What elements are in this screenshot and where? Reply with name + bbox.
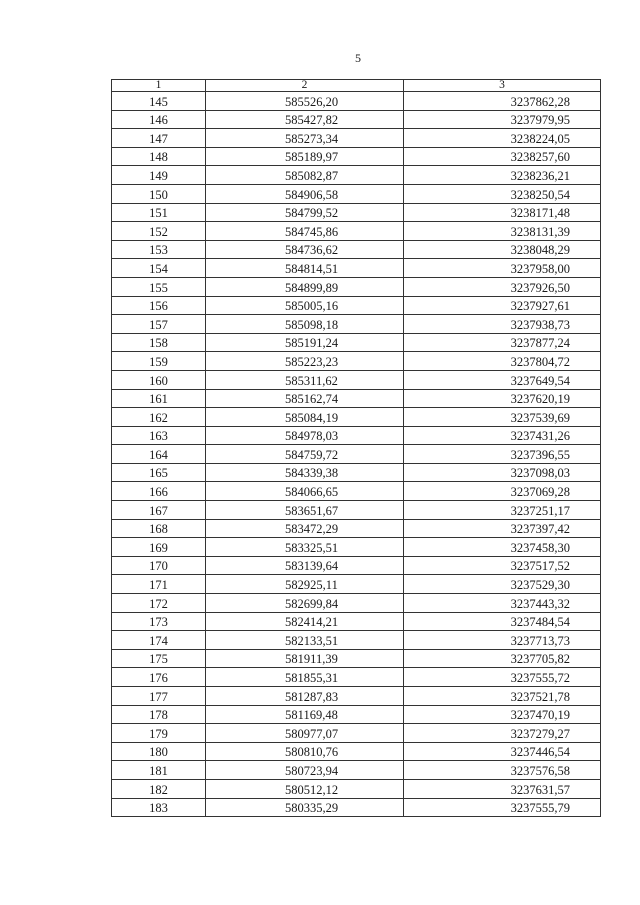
y-coordinate-cell: 3237098,03 <box>404 463 601 482</box>
x-coordinate-cell: 585162,74 <box>206 389 404 408</box>
table-row <box>112 92 601 111</box>
point-number-cell: 169 <box>112 538 206 557</box>
x-coordinate-cell: 583472,29 <box>206 519 404 538</box>
point-number-cell: 179 <box>112 724 206 743</box>
x-coordinate-cell: 583139,64 <box>206 556 404 575</box>
x-coordinate-cell: 581169,48 <box>206 705 404 724</box>
point-number-cell: 165 <box>112 463 206 482</box>
table-row <box>112 742 601 761</box>
x-coordinate-cell: 585526,20 <box>206 92 404 111</box>
table-row <box>112 556 601 575</box>
point-number-cell: 177 <box>112 687 206 706</box>
table-row <box>112 519 601 538</box>
x-coordinate-cell: 580335,29 <box>206 798 404 817</box>
point-number-cell: 148 <box>112 147 206 166</box>
point-number-cell: 153 <box>112 240 206 259</box>
table-row <box>112 687 601 706</box>
x-coordinate-cell: 584066,65 <box>206 482 404 501</box>
table-row <box>112 612 601 631</box>
y-coordinate-cell: 3237484,54 <box>404 612 601 631</box>
y-coordinate-cell: 3237396,55 <box>404 445 601 464</box>
table-row <box>112 575 601 594</box>
y-coordinate-cell: 3237576,58 <box>404 761 601 780</box>
table-row <box>112 798 601 817</box>
y-coordinate-cell: 3237397,42 <box>404 519 601 538</box>
x-coordinate-cell: 584906,58 <box>206 184 404 203</box>
point-number-cell: 155 <box>112 277 206 296</box>
y-coordinate-cell: 3237458,30 <box>404 538 601 557</box>
table-row <box>112 631 601 650</box>
table-row <box>112 296 601 315</box>
table-row <box>112 110 601 129</box>
x-coordinate-cell: 584736,62 <box>206 240 404 259</box>
x-coordinate-cell: 584899,89 <box>206 277 404 296</box>
y-coordinate-cell: 3238171,48 <box>404 203 601 222</box>
point-number-cell: 157 <box>112 315 206 334</box>
column-header-1: 1 <box>112 80 206 92</box>
point-number-cell: 171 <box>112 575 206 594</box>
y-coordinate-cell: 3238250,54 <box>404 184 601 203</box>
column-header-3: 3 <box>404 80 601 92</box>
point-number-cell: 147 <box>112 129 206 148</box>
table-row <box>112 538 601 557</box>
y-coordinate-cell: 3237804,72 <box>404 352 601 371</box>
x-coordinate-cell: 581287,83 <box>206 687 404 706</box>
point-number-cell: 149 <box>112 166 206 185</box>
point-number-cell: 183 <box>112 798 206 817</box>
x-coordinate-cell: 585273,34 <box>206 129 404 148</box>
x-coordinate-cell: 584799,52 <box>206 203 404 222</box>
point-number-cell: 167 <box>112 501 206 520</box>
table-row <box>112 333 601 352</box>
y-coordinate-cell: 3237555,79 <box>404 798 601 817</box>
table-header-row <box>112 80 601 92</box>
point-number-cell: 146 <box>112 110 206 129</box>
x-coordinate-cell: 582133,51 <box>206 631 404 650</box>
point-number-cell: 166 <box>112 482 206 501</box>
table-row <box>112 779 601 798</box>
y-coordinate-cell: 3238131,39 <box>404 222 601 241</box>
point-number-cell: 151 <box>112 203 206 222</box>
table-row <box>112 352 601 371</box>
table-row <box>112 649 601 668</box>
table-row <box>112 240 601 259</box>
x-coordinate-cell: 585098,18 <box>206 315 404 334</box>
table-row <box>112 277 601 296</box>
table-row <box>112 147 601 166</box>
point-number-cell: 172 <box>112 594 206 613</box>
y-coordinate-cell: 3237979,95 <box>404 110 601 129</box>
y-coordinate-cell: 3237470,19 <box>404 705 601 724</box>
table-row <box>112 129 601 148</box>
table-row <box>112 203 601 222</box>
y-coordinate-cell: 3237705,82 <box>404 649 601 668</box>
point-number-cell: 170 <box>112 556 206 575</box>
table-row <box>112 184 601 203</box>
table-row <box>112 259 601 278</box>
column-header-2: 2 <box>206 80 404 92</box>
table-row <box>112 724 601 743</box>
point-number-cell: 156 <box>112 296 206 315</box>
table-row <box>112 482 601 501</box>
point-number-cell: 180 <box>112 742 206 761</box>
x-coordinate-cell: 585084,19 <box>206 408 404 427</box>
y-coordinate-cell: 3238048,29 <box>404 240 601 259</box>
point-number-cell: 154 <box>112 259 206 278</box>
x-coordinate-cell: 585005,16 <box>206 296 404 315</box>
coordinates-table <box>111 79 601 817</box>
x-coordinate-cell: 584978,03 <box>206 426 404 445</box>
y-coordinate-cell: 3237555,72 <box>404 668 601 687</box>
x-coordinate-cell: 584759,72 <box>206 445 404 464</box>
y-coordinate-cell: 3238224,05 <box>404 129 601 148</box>
y-coordinate-cell: 3237620,19 <box>404 389 601 408</box>
y-coordinate-cell: 3237431,26 <box>404 426 601 445</box>
x-coordinate-cell: 581855,31 <box>206 668 404 687</box>
point-number-cell: 158 <box>112 333 206 352</box>
table-row <box>112 761 601 780</box>
y-coordinate-cell: 3237539,69 <box>404 408 601 427</box>
point-number-cell: 161 <box>112 389 206 408</box>
point-number-cell: 173 <box>112 612 206 631</box>
table-row <box>112 370 601 389</box>
point-number-cell: 168 <box>112 519 206 538</box>
point-number-cell: 160 <box>112 370 206 389</box>
point-number-cell: 176 <box>112 668 206 687</box>
x-coordinate-cell: 584745,86 <box>206 222 404 241</box>
y-coordinate-cell: 3237649,54 <box>404 370 601 389</box>
point-number-cell: 178 <box>112 705 206 724</box>
x-coordinate-cell: 585311,62 <box>206 370 404 389</box>
y-coordinate-cell: 3237251,17 <box>404 501 601 520</box>
y-coordinate-cell: 3237069,28 <box>404 482 601 501</box>
y-coordinate-cell: 3237877,24 <box>404 333 601 352</box>
table-row <box>112 222 601 241</box>
table-row <box>112 408 601 427</box>
y-coordinate-cell: 3237279,27 <box>404 724 601 743</box>
point-number-cell: 162 <box>112 408 206 427</box>
y-coordinate-cell: 3237529,30 <box>404 575 601 594</box>
point-number-cell: 182 <box>112 779 206 798</box>
y-coordinate-cell: 3237926,50 <box>404 277 601 296</box>
y-coordinate-cell: 3237443,32 <box>404 594 601 613</box>
x-coordinate-cell: 582699,84 <box>206 594 404 613</box>
table-row <box>112 315 601 334</box>
table-row <box>112 166 601 185</box>
table-row <box>112 501 601 520</box>
y-coordinate-cell: 3237927,61 <box>404 296 601 315</box>
point-number-cell: 164 <box>112 445 206 464</box>
point-number-cell: 163 <box>112 426 206 445</box>
table-row <box>112 594 601 613</box>
y-coordinate-cell: 3237862,28 <box>404 92 601 111</box>
table-row <box>112 426 601 445</box>
x-coordinate-cell: 584339,38 <box>206 463 404 482</box>
x-coordinate-cell: 580723,94 <box>206 761 404 780</box>
point-number-cell: 159 <box>112 352 206 371</box>
y-coordinate-cell: 3237938,73 <box>404 315 601 334</box>
y-coordinate-cell: 3237521,78 <box>404 687 601 706</box>
point-number-cell: 152 <box>112 222 206 241</box>
x-coordinate-cell: 582925,11 <box>206 575 404 594</box>
x-coordinate-cell: 583651,67 <box>206 501 404 520</box>
point-number-cell: 181 <box>112 761 206 780</box>
x-coordinate-cell: 585427,82 <box>206 110 404 129</box>
table-row <box>112 705 601 724</box>
y-coordinate-cell: 3237517,52 <box>404 556 601 575</box>
x-coordinate-cell: 585082,87 <box>206 166 404 185</box>
y-coordinate-cell: 3238257,60 <box>404 147 601 166</box>
y-coordinate-cell: 3237446,54 <box>404 742 601 761</box>
y-coordinate-cell: 3237631,57 <box>404 779 601 798</box>
y-coordinate-cell: 3237713,73 <box>404 631 601 650</box>
x-coordinate-cell: 585191,24 <box>206 333 404 352</box>
table-row <box>112 389 601 408</box>
x-coordinate-cell: 580810,76 <box>206 742 404 761</box>
x-coordinate-cell: 581911,39 <box>206 649 404 668</box>
x-coordinate-cell: 580977,07 <box>206 724 404 743</box>
point-number-cell: 175 <box>112 649 206 668</box>
table-row <box>112 463 601 482</box>
table-row <box>112 668 601 687</box>
y-coordinate-cell: 3237958,00 <box>404 259 601 278</box>
table-row <box>112 445 601 464</box>
x-coordinate-cell: 582414,21 <box>206 612 404 631</box>
point-number-cell: 150 <box>112 184 206 203</box>
x-coordinate-cell: 585223,23 <box>206 352 404 371</box>
x-coordinate-cell: 580512,12 <box>206 779 404 798</box>
x-coordinate-cell: 584814,51 <box>206 259 404 278</box>
point-number-cell: 145 <box>112 92 206 111</box>
page-number: 5 <box>355 51 361 65</box>
y-coordinate-cell: 3238236,21 <box>404 166 601 185</box>
x-coordinate-cell: 583325,51 <box>206 538 404 557</box>
point-number-cell: 174 <box>112 631 206 650</box>
x-coordinate-cell: 585189,97 <box>206 147 404 166</box>
